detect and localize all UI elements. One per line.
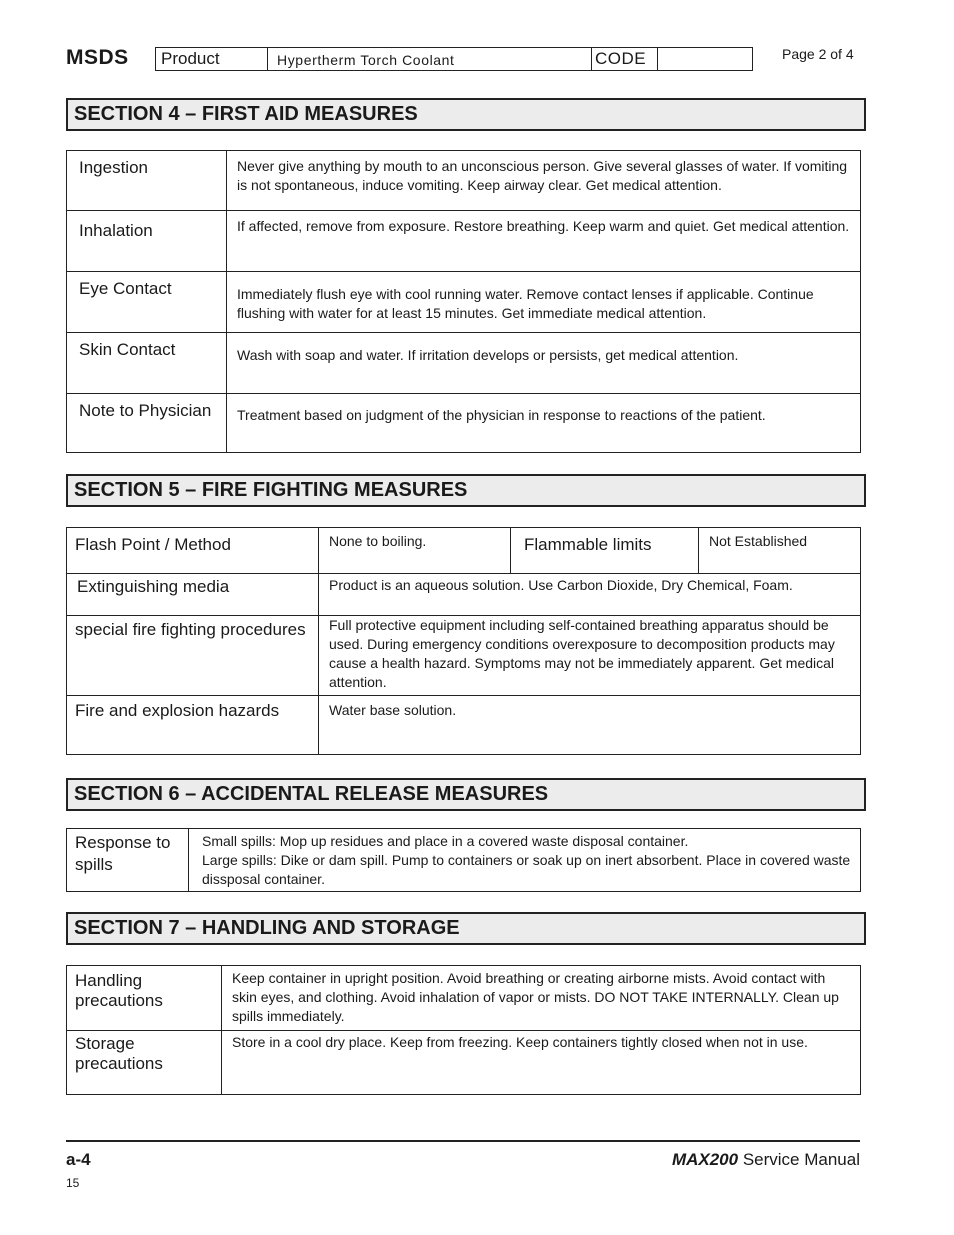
row-label: Response to spills — [67, 829, 189, 892]
row-text: Keep container in upright position. Avoid breathing or creating airborne mists. Avoid contact with skin eyes, and clothing. Avoid inhalation of vapor or mists. DO NOT TAKE INTERNALLY. Clean up spills immediately. — [222, 966, 861, 1031]
table-row — [67, 829, 861, 892]
row-text: Water base solution. — [319, 696, 861, 755]
product-label: Product — [161, 49, 220, 68]
manual-name: Service Manual — [742, 1150, 860, 1169]
row-label: Fire and explosion hazards — [67, 696, 319, 755]
handling-storage-table — [66, 965, 861, 1095]
accidental-release-table — [66, 828, 861, 892]
footer-number: 15 — [66, 1176, 80, 1190]
flash-point-label: Flash Point / Method — [67, 528, 319, 574]
code-label-cell — [592, 48, 658, 70]
fire-fighting-table — [66, 527, 861, 755]
small-spills-text: Small spills: Mop up residues and place in a covered waste disposal container. — [202, 833, 689, 849]
row-text: Full protective equipment including self-contained breathing apparatus should be used. During emergency conditions overexposure to decomposition products may cause a health hazard. Symptoms may not be immediately apparent. Get medical attention. — [319, 616, 861, 696]
flash-point-value: None to boiling. — [319, 528, 511, 574]
table-row — [67, 151, 861, 211]
flammable-limits-label: Flammable limits — [511, 528, 699, 574]
section-4-title: SECTION 4 – FIRST AID MEASURES — [66, 98, 866, 131]
table-row — [67, 616, 861, 696]
section-5-title: SECTION 5 – FIRE FIGHTING MEASURES — [66, 474, 866, 507]
header-fields — [155, 47, 753, 71]
page-id: a-4 — [66, 1150, 91, 1169]
row-text: Product is an aqueous solution. Use Carbon Dioxide, Dry Chemical, Foam. — [319, 574, 861, 616]
row-text: Immediately flush eye with cool running water. Remove contact lenses if applicable. Continue flushing with water for at least 15 minutes. Get immediate medical attention. — [227, 272, 861, 333]
code-label: CODE — [595, 49, 647, 68]
row-text: Wash with soap and water. If irritation develops or persists, get medical attention. — [227, 333, 861, 394]
table-row — [67, 696, 861, 755]
row-text: Store in a cool dry place. Keep from freezing. Keep containers tightly closed when not in use. — [222, 1031, 861, 1095]
large-spills-text: Large spills: Dike or dam spill. Pump to containers or soak up on inert absorbent. Place in covered waste dissposal container. — [202, 852, 851, 887]
row-text — [189, 829, 861, 892]
row-text: Never give anything by mouth to an unconscious person. Give several glasses of water. If vomiting is not spontaneous, induce vomiting. Keep airway clear. Get medical attention. — [227, 151, 861, 211]
table-row — [67, 966, 861, 1031]
row-label: Extinguishing media — [67, 574, 319, 616]
code-value-cell — [658, 48, 752, 70]
row-text: If affected, remove from exposure. Restore breathing. Keep warm and quiet. Get medical attention. — [227, 211, 861, 272]
flammable-limits-value: Not Established — [699, 528, 861, 574]
section-7-title: SECTION 7 – HANDLING AND STORAGE — [66, 912, 866, 945]
table-row — [67, 272, 861, 333]
row-label: Ingestion — [67, 151, 227, 211]
row-label: Inhalation — [67, 211, 227, 272]
row-label: Skin Contact — [67, 333, 227, 394]
row-label: Eye Contact — [67, 272, 227, 333]
row-label: Handling precautions — [67, 966, 222, 1031]
table-row — [67, 333, 861, 394]
product-name: MAX200 — [671, 1150, 739, 1169]
row-label: Note to Physician — [67, 394, 227, 453]
row-label: Storage precautions — [67, 1031, 222, 1095]
table-row — [67, 528, 861, 574]
product-label-cell — [156, 48, 268, 70]
document-type: MSDS — [66, 46, 129, 69]
product-value-cell — [268, 48, 592, 70]
page-number: Page 2 of 4 — [782, 46, 854, 62]
table-row — [67, 394, 861, 453]
footer-rule — [66, 1140, 860, 1142]
product-value: Hypertherm Torch Coolant — [277, 52, 455, 68]
row-text: Treatment based on judgment of the physician in response to reactions of the patient. — [227, 394, 861, 453]
row-label: special fire fighting procedures — [67, 616, 319, 696]
first-aid-table — [66, 150, 861, 453]
manual-title — [672, 1150, 860, 1170]
section-6-title: SECTION 6 – ACCIDENTAL RELEASE MEASURES — [66, 778, 866, 811]
table-row — [67, 211, 861, 272]
table-row — [67, 1031, 861, 1095]
table-row — [67, 574, 861, 616]
